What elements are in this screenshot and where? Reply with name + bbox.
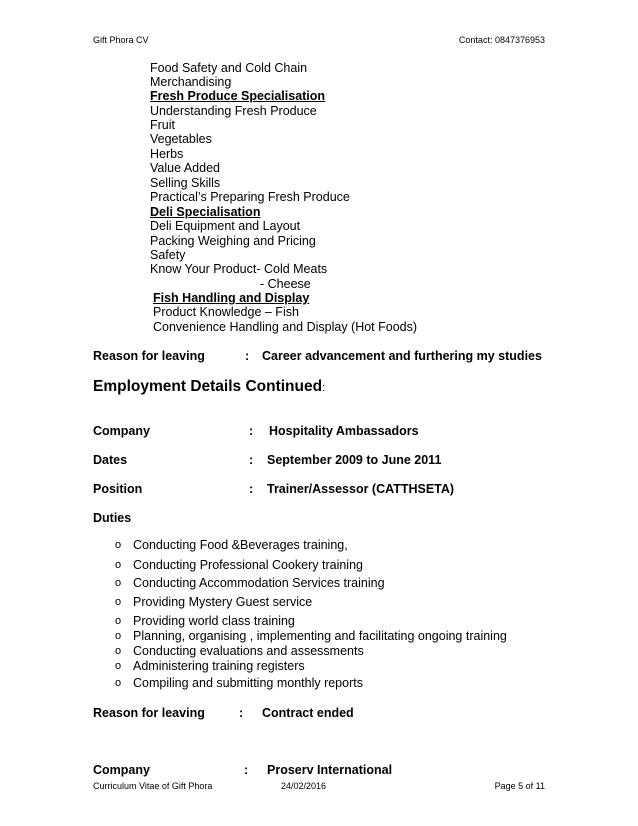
bullet-marker: o bbox=[115, 677, 122, 689]
duties-label: Duties bbox=[93, 511, 132, 525]
training-heading: Deli Specialisation bbox=[150, 205, 261, 219]
training-item: Safety bbox=[150, 248, 186, 262]
reason2-value: Contract ended bbox=[262, 706, 354, 720]
training-item: - Cheese bbox=[260, 277, 311, 291]
next-company-value: Proserv International bbox=[267, 763, 393, 777]
duty-item: Conducting evaluations and assessments bbox=[133, 644, 364, 658]
next-company-label: Company bbox=[93, 763, 150, 777]
footer-left: Curriculum Vitae of Gift Phora bbox=[93, 781, 213, 791]
bullet-marker: o bbox=[115, 630, 122, 642]
next-company-colon: : bbox=[244, 763, 249, 777]
training-item: Deli Equipment and Layout bbox=[150, 219, 301, 233]
bullet-marker: o bbox=[115, 660, 122, 672]
bullet-marker: o bbox=[115, 539, 122, 551]
position-label: Position bbox=[93, 482, 143, 496]
position-colon: : bbox=[249, 482, 254, 496]
footer-date: 24/02/2016 bbox=[281, 781, 327, 791]
training-item: Merchandising bbox=[150, 75, 232, 89]
reason-value: Career advancement and furthering my studies bbox=[262, 349, 542, 363]
dates-value: September 2009 to June 2011 bbox=[267, 453, 442, 467]
duty-item: Providing Mystery Guest service bbox=[133, 595, 313, 609]
training-item: Vegetables bbox=[150, 132, 212, 146]
duty-item: Providing world class training bbox=[133, 614, 295, 628]
header-right: Contact: 0847376953 bbox=[458, 35, 545, 45]
section-heading bbox=[93, 378, 325, 396]
training-item: Herbs bbox=[150, 147, 184, 161]
duty-item: Planning, organising , implementing and facilitating ongoing training bbox=[133, 629, 507, 643]
company-label: Company bbox=[93, 424, 150, 438]
training-item: Understanding Fresh Produce bbox=[150, 104, 317, 118]
training-item: Value Added bbox=[150, 161, 220, 175]
bullet-marker: o bbox=[115, 596, 122, 608]
bullet-marker: o bbox=[115, 615, 122, 627]
training-item: Know Your Product- Cold Meats bbox=[150, 262, 328, 276]
dates-colon: : bbox=[249, 453, 254, 467]
training-item: Packing Weighing and Pricing bbox=[150, 234, 316, 248]
duty-item: Conducting Food &Beverages training, bbox=[133, 538, 348, 552]
section-heading-suffix: : bbox=[322, 382, 326, 394]
training-item: Product Knowledge – Fish bbox=[153, 305, 299, 319]
training-item: Convenience Handling and Display (Hot Foods) bbox=[153, 320, 418, 334]
bullet-marker: o bbox=[115, 559, 122, 571]
training-heading: Fish Handling and Display bbox=[153, 291, 310, 305]
duty-item: Compiling and submitting monthly reports bbox=[133, 676, 363, 690]
reason-label: Reason for leaving bbox=[93, 349, 205, 363]
training-item: Fruit bbox=[150, 118, 175, 132]
reason-colon: : bbox=[245, 349, 250, 363]
bullet-marker: o bbox=[115, 645, 122, 657]
footer-page: Page 5 of 11 bbox=[494, 781, 545, 791]
bullet-marker: o bbox=[115, 577, 122, 589]
training-heading: Fresh Produce Specialisation bbox=[150, 89, 326, 103]
company-colon: : bbox=[249, 424, 254, 438]
reason2-label: Reason for leaving bbox=[93, 706, 205, 720]
reason2-colon: : bbox=[239, 706, 244, 720]
duty-item: Conducting Professional Cookery training bbox=[133, 558, 363, 572]
header-left: Gift Phora CV bbox=[93, 35, 149, 45]
company-value: Hospitality Ambassadors bbox=[269, 424, 419, 438]
section-heading-text: Employment Details Continued bbox=[93, 378, 323, 395]
training-item: Food Safety and Cold Chain bbox=[150, 61, 308, 75]
position-value: Trainer/Assessor (CATTHSETA) bbox=[267, 482, 455, 496]
duty-item: Administering training registers bbox=[133, 659, 305, 673]
duty-item: Conducting Accommodation Services training bbox=[133, 576, 385, 590]
training-item: Selling Skills bbox=[150, 176, 221, 190]
training-item: Practical’s Preparing Fresh Produce bbox=[150, 190, 350, 204]
dates-label: Dates bbox=[93, 453, 128, 467]
